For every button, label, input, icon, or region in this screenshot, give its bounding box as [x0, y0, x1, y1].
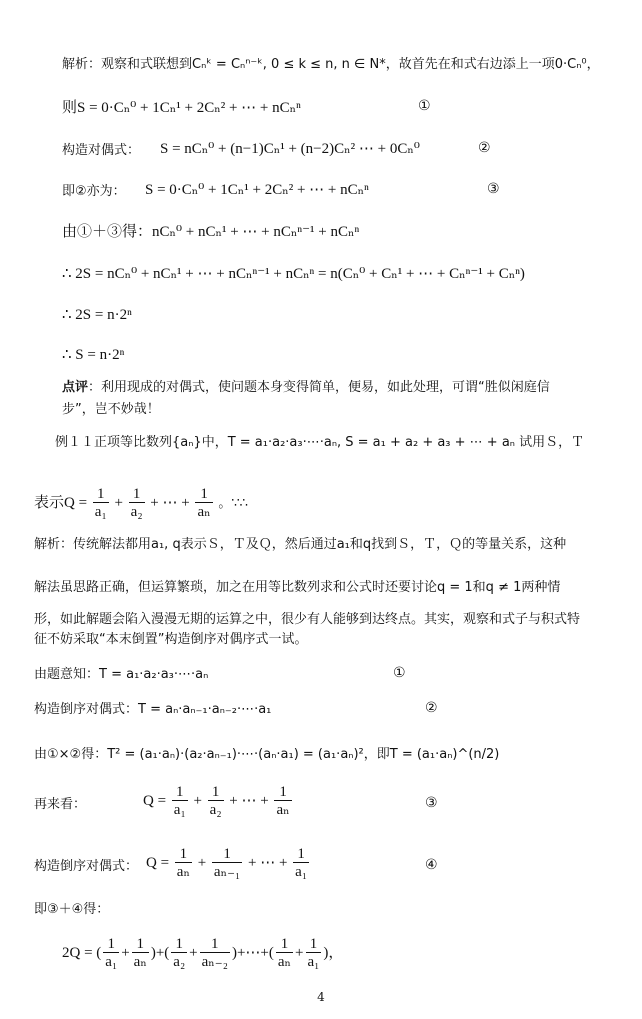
q-def-prefix: 表示Q = [34, 495, 88, 511]
line-6: ∴ 2S = nCₙ⁰ + nCₙ¹ + ⋯ + nCₙⁿ⁻¹ + nCₙⁿ = n(Cₙ⁰ + Cₙ¹ + ⋯ + Cₙⁿ⁻¹ + Cₙⁿ) [62, 266, 525, 282]
frac-1-an2: $\frac{1}{\text{aₙ₋₂}}$ [201, 936, 228, 971]
comment-text: ：利用现成的对偶式，使问题本身变得简单，便易，如此处理，可谓“胜似闲庭信 [88, 380, 550, 395]
line-21 [146, 838, 311, 888]
plus: + [260, 793, 269, 809]
line-14: 解法虽思路正确，但运算繁琐，加之在用等比数列求和公式时还要讨论q = 1和q ≠ 1两种情 [34, 580, 561, 595]
comment-label: 点评 [62, 380, 89, 395]
line-3: S = nCₙ⁰ + (n−1)Cₙ¹ + (n−2)Cₙ² ⋯ + 0Cₙ⁰ [160, 141, 420, 157]
line-3-label: 构造对偶式： [62, 143, 141, 158]
marker-6: ③ [425, 795, 438, 811]
line-13: 解析：传统解法都用a₁, q表示Ｓ，Ｔ及Ｑ，然后通过a₁和q找到Ｓ，Ｔ，Ｑ的等量关系，这种 [34, 537, 567, 552]
ellipsis: ⋯ [260, 855, 276, 871]
frac-1-an: $\frac{1}{\text{aₙ}}$ [277, 936, 292, 971]
plus: + [278, 855, 288, 871]
line-7: ∴ 2S = n·2ⁿ [62, 307, 132, 323]
frac-1-an: $\frac{1}{\text{aₙ}}$ [176, 846, 190, 881]
line-10: 步”，岂不妙哉！ [62, 402, 160, 417]
two-q-prefix: 2Q = [62, 945, 93, 961]
line-20 [143, 776, 294, 826]
frac-1-an: $\frac{1}{\text{aₙ}}$ [276, 784, 290, 819]
frac-1-a2: $\frac{1}{\text{a₂}}$ [173, 936, 186, 971]
comma: ， [328, 945, 344, 961]
line-5: 由①＋③得：nCₙ⁰ + nCₙ¹ + ⋯ + nCₙⁿ⁻¹ + nCₙⁿ [62, 224, 360, 240]
q-prefix: Q = [146, 855, 170, 871]
line-12 [34, 478, 248, 529]
frac-1-a1: $\frac{1}{\text{a₁}}$ [105, 936, 118, 971]
line-20-label: 再来看： [34, 797, 87, 812]
line-4: S = 0·Cₙ⁰ + 1Cₙ¹ + 2Cₙ² + ⋯ + nCₙⁿ [145, 182, 369, 198]
frac-1-a1: $\frac{1}{\text{a₁}}$ [94, 486, 107, 521]
frac-1-a1: $\frac{1}{\text{a₁}}$ [307, 936, 320, 971]
q-def-suffix: 。∵∴ [218, 496, 248, 511]
page-number: 4 [317, 990, 325, 1004]
plus: + [197, 855, 207, 871]
line-19: 由①×②得：T² = (a₁·aₙ)·(a₂·aₙ₋₁)·⋯·(aₙ·a₁) = (a₁·aₙ)²，即T = (a₁·aₙ)^(n/2) [34, 747, 500, 762]
plus: + [181, 495, 190, 511]
plus: + [114, 495, 123, 511]
ellipsis: ⋯ [162, 495, 178, 511]
plus: + [193, 793, 202, 809]
marker-1: ① [418, 98, 431, 114]
line-4-label: 即②亦为： [62, 184, 126, 199]
line-11: 例１１正项等比数列{aₙ}中，T = a₁·a₂·a₃·⋯·aₙ, S = a₁ + a₂ + a₃ + ⋯ + aₙ 试用Ｓ，Ｔ [55, 435, 585, 450]
line-16: 征不妨采取“本末倒置”构造倒序对偶序式一试。 [34, 632, 308, 647]
ellipsis: ⋯ [241, 793, 257, 809]
line-23: 2Q = ( $\frac{1}{\text{a₁}}$ + $\frac{1}{\text{aₙ}}$ )+( $\frac{1}{\text{a₂}}$ + $\frac{1}{\text{aₙ₋₂}}$ )+⋯+( $\frac{1}{\text{aₙ}}$ + $\frac{1}{\text{a₁}}$ )， [62, 936, 344, 971]
plus: + [247, 855, 257, 871]
line-21-label: 构造倒序对偶式： [34, 859, 139, 874]
q-prefix: Q = [143, 793, 167, 809]
marker-4: ① [393, 665, 406, 681]
marker-7: ④ [425, 857, 438, 873]
line-22: 即③＋④得： [34, 902, 110, 917]
line-18: 构造倒序对偶式：T = aₙ·aₙ₋₁·aₙ₋₂·⋯·a₁ [34, 702, 272, 717]
frac-1-a2: $\frac{1}{\text{a₂}}$ [209, 784, 222, 819]
line-8: ∴ S = n·2ⁿ [62, 347, 125, 363]
frac-1-an: $\frac{1}{\text{aₙ}}$ [133, 936, 147, 971]
plus: + [229, 793, 238, 809]
line-2: 则S = 0·Cₙ⁰ + 1Cₙ¹ + 2Cₙ² + ⋯ + nCₙⁿ [62, 100, 301, 116]
plus: + [150, 495, 159, 511]
frac-1-a2: $\frac{1}{\text{a₂}}$ [130, 486, 143, 521]
line-15: 形，如此解题会陷入漫漫无期的运算之中，很少有人能够到达终点。其实，观察和式子与积式特 [34, 612, 581, 627]
frac-1-an1: $\frac{1}{\text{aₙ₋₁}}$ [213, 846, 241, 881]
marker-3: ③ [487, 181, 500, 197]
line-9 [62, 378, 550, 398]
line-1: 解析：观察和式联想到Cₙᵏ = Cₙⁿ⁻ᵏ, 0 ≤ k ≤ n, n ∈ N*，故首先在和式右边添上一项0·Cₙ⁰， [62, 57, 600, 72]
marker-2: ② [478, 140, 491, 156]
frac-1-an: $\frac{1}{\text{aₙ}}$ [197, 486, 211, 521]
frac-1-a1: $\frac{1}{\text{a₁}}$ [295, 846, 308, 881]
frac-1-a1: $\frac{1}{\text{a₁}}$ [173, 784, 186, 819]
line-17: 由题意知：T = a₁·a₂·a₃·⋯·aₙ [34, 667, 209, 682]
marker-5: ② [425, 700, 438, 716]
